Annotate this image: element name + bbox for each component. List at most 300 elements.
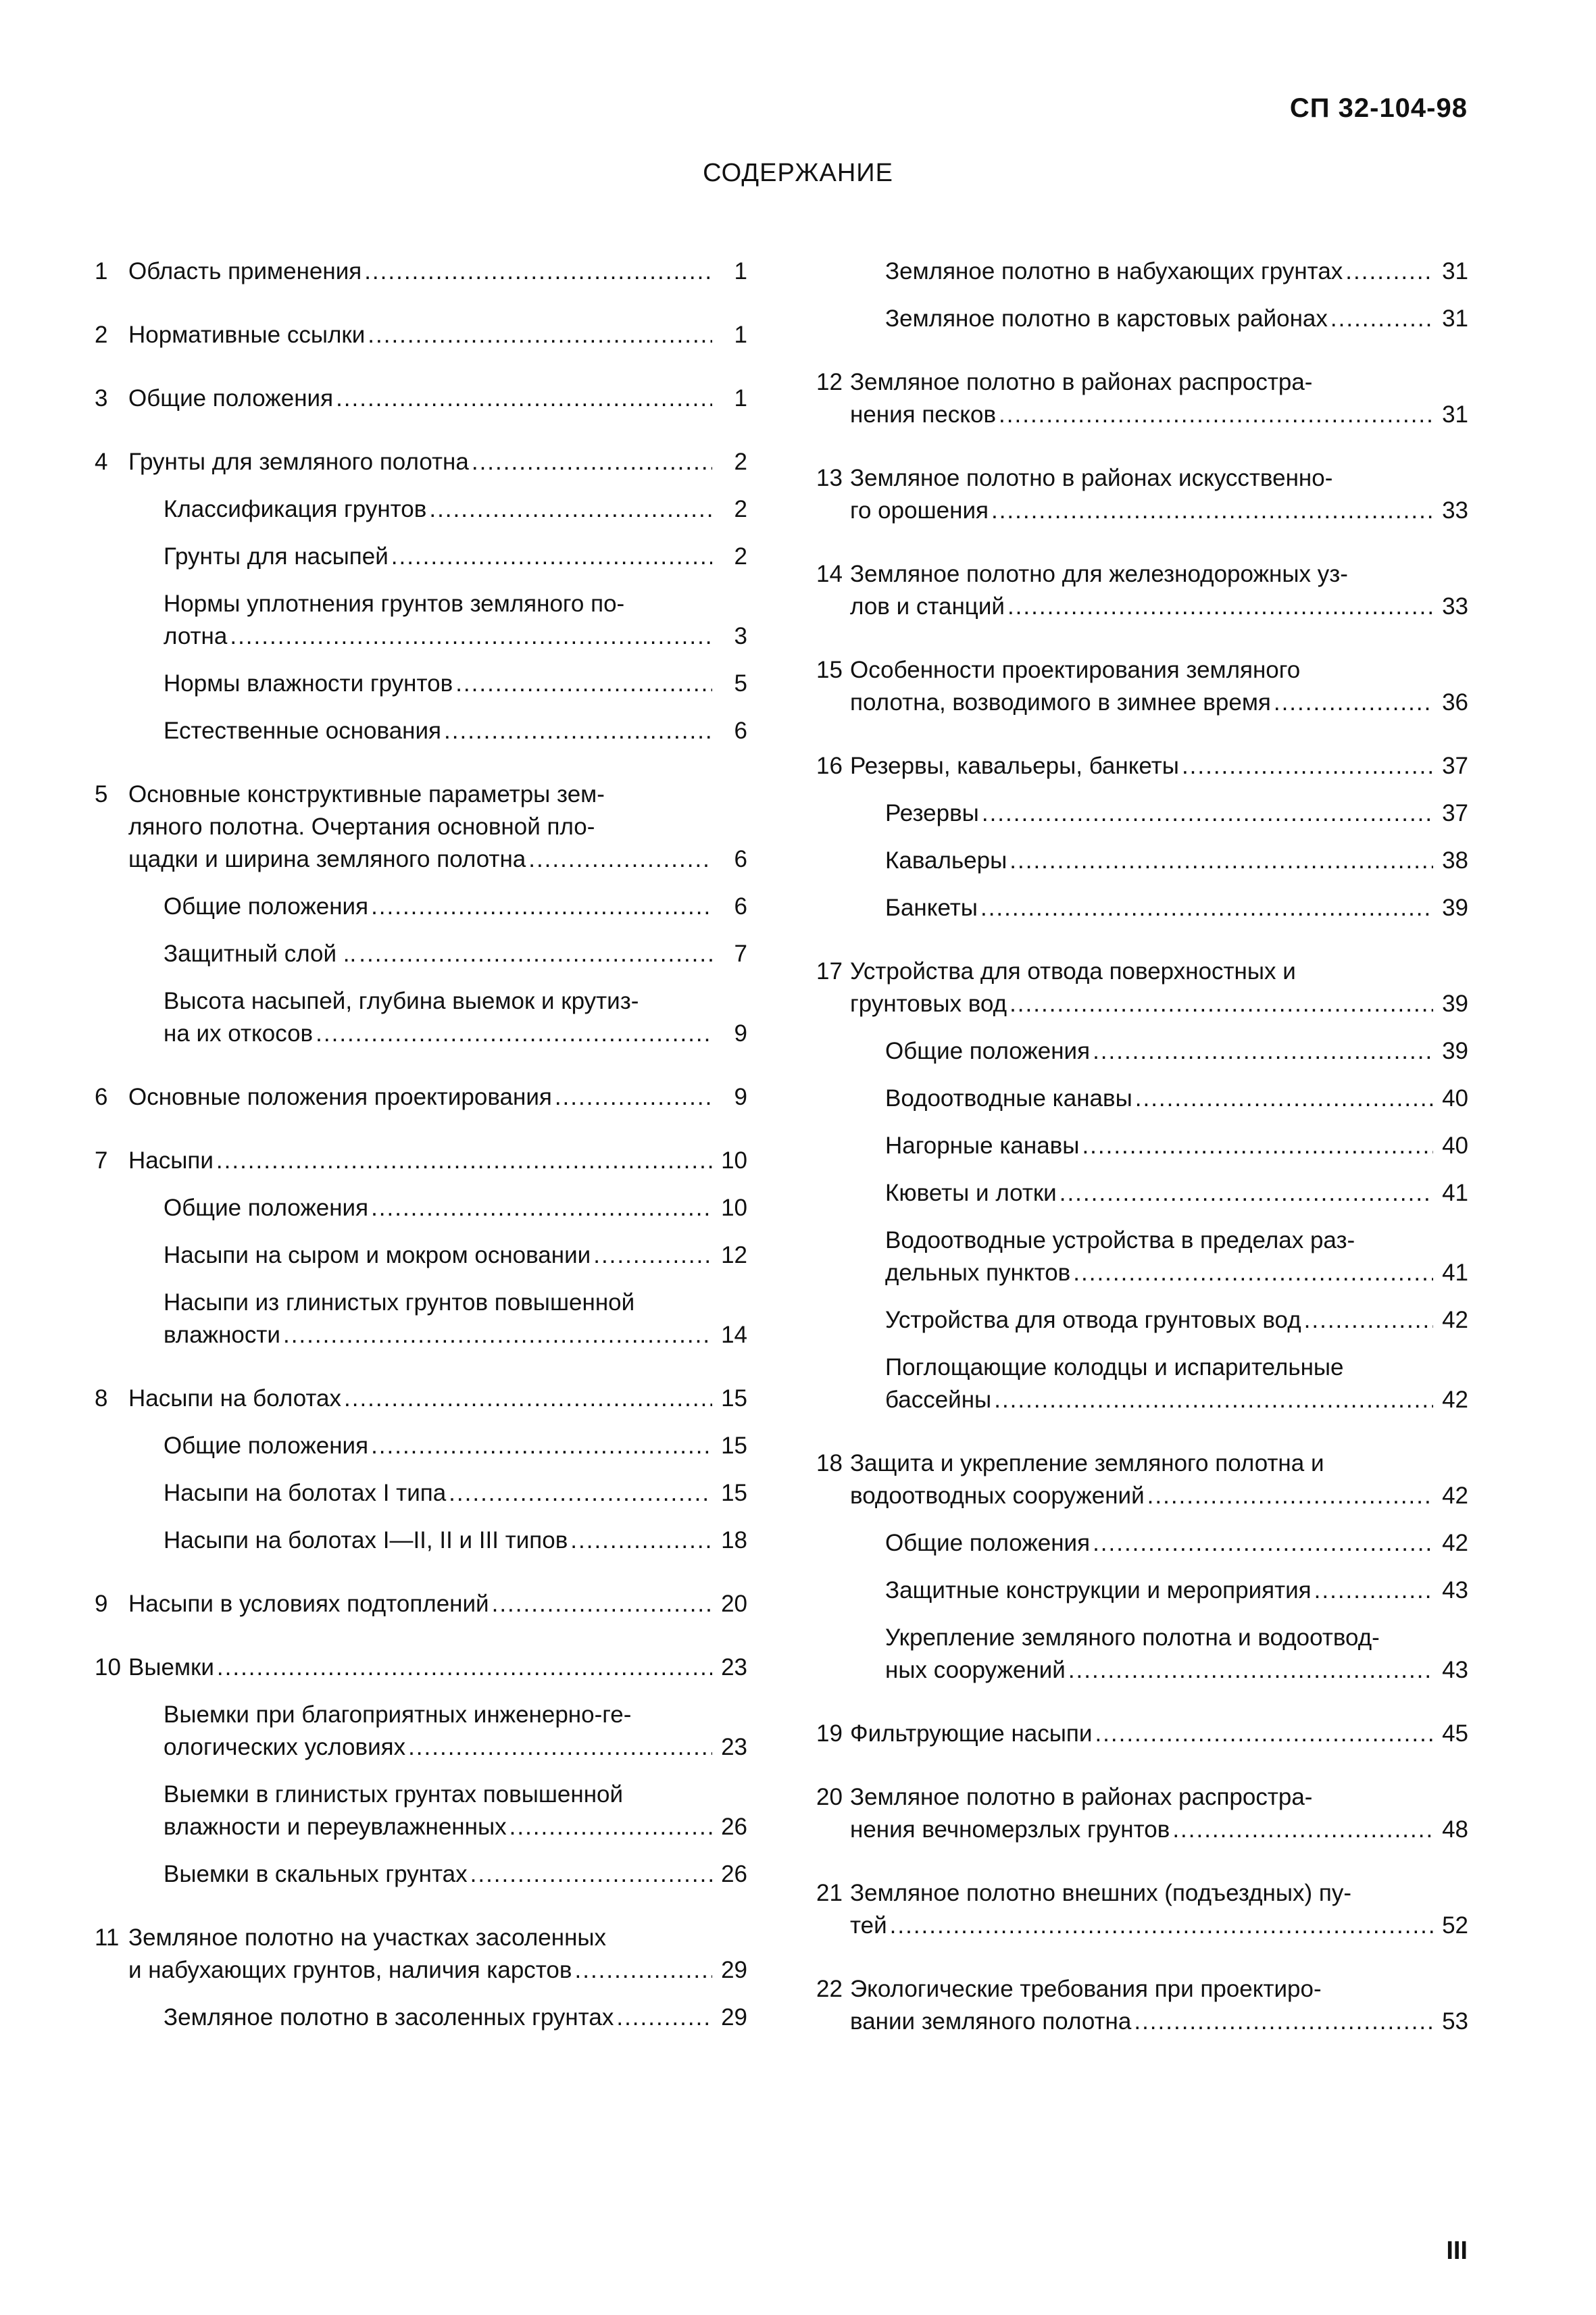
dot-leader [593, 1239, 712, 1272]
toc-entry-page: 2 [734, 496, 747, 522]
toc-entry-title: влажности [164, 1322, 280, 1348]
toc-entry [95, 446, 747, 478]
toc-entry-number: 20 [816, 1784, 843, 1810]
toc-entry-number [816, 1351, 850, 1416]
toc-entry-page: 20 [721, 1591, 747, 1617]
toc-entry [95, 1858, 747, 1891]
toc-entry-title: вании земляного полотна [850, 2008, 1132, 2035]
toc-entry-title: лов и станций [850, 593, 1005, 620]
toc-entry-page: 31 [1442, 401, 1468, 428]
toc-entry [95, 1778, 747, 1843]
toc-entry-title: ных сооружений [885, 1657, 1066, 1683]
toc-entry-title: лотна [164, 623, 228, 649]
toc-entry-title: Основные положения проектирования [128, 1084, 552, 1110]
toc-entry-page: 33 [1442, 497, 1468, 524]
toc-entry-page: 48 [1442, 1816, 1468, 1843]
dot-leader [575, 1954, 713, 1987]
toc-entry-page: 43 [1442, 1657, 1468, 1683]
toc-entry-title: Выемки в скальных грунтах [164, 1861, 468, 1887]
toc-entry-title: нения вечномерзлых грунтов [850, 1816, 1170, 1843]
toc-entry-number: 6 [95, 1084, 108, 1110]
dot-leader [1135, 1082, 1433, 1115]
toc-entry-page: 43 [1442, 1577, 1468, 1603]
toc-entry-page: 45 [1442, 1720, 1468, 1747]
toc-entry-page: 15 [721, 1385, 747, 1412]
dot-leader [391, 541, 712, 573]
dot-leader [344, 1383, 712, 1415]
toc-entry [95, 1081, 747, 1114]
toc-entry-number [95, 891, 128, 923]
toc-entry-number: 18 [816, 1450, 843, 1476]
dot-leader [444, 715, 712, 747]
toc-entry-title: го орошения [850, 497, 989, 524]
toc-entry [95, 778, 747, 876]
toc-entry-title: Насыпи из глинистых грунтов повышенной [164, 1289, 635, 1316]
dot-leader [1304, 1304, 1433, 1337]
toc-entry-number [95, 1192, 128, 1224]
dot-leader [982, 797, 1433, 830]
toc-entry-number [95, 1858, 128, 1891]
toc-entry-page: 2 [734, 543, 747, 570]
dot-leader [1093, 1527, 1433, 1560]
toc-entry-number [95, 1524, 128, 1557]
dot-leader [371, 891, 712, 923]
toc-entry-title: водоотводных сооружений [850, 1483, 1145, 1509]
toc-entry [816, 1622, 1468, 1687]
toc-entry-title: Банкеты [885, 895, 978, 921]
toc-entry-title: тей [850, 1912, 887, 1939]
dot-leader [528, 843, 712, 876]
toc-entry-number [95, 715, 128, 747]
toc-entry-title: Фильтрующие насыпи [850, 1720, 1093, 1747]
toc-left-column [95, 255, 747, 2034]
toc-entry [95, 1477, 747, 1510]
toc-entry-title: Насыпи [128, 1147, 214, 1174]
toc-entry-page: 38 [1442, 847, 1468, 874]
toc-entry-title: Выемки [128, 1654, 214, 1681]
toc-entry-page: 10 [721, 1147, 747, 1174]
toc-entry-number: 8 [95, 1385, 108, 1412]
toc-entry-title: Насыпи на сыром и мокром основании [164, 1242, 591, 1268]
toc-entry [816, 1177, 1468, 1210]
toc-entry-title: полотна, возводимого в зимнее время [850, 689, 1271, 716]
toc-entry-page: 39 [1442, 991, 1468, 1017]
toc-entry-page: 39 [1442, 1038, 1468, 1064]
dot-leader [509, 1811, 712, 1843]
toc-entry-page: 26 [721, 1814, 747, 1840]
toc-entry [816, 797, 1468, 830]
toc-entry [816, 1304, 1468, 1337]
toc-entry-title: Нормы влажности грунтов [164, 670, 453, 697]
dot-leader [1068, 1654, 1433, 1687]
toc-entry-page: 23 [721, 1654, 747, 1681]
dot-leader [230, 620, 712, 653]
toc-entry-number: 19 [816, 1720, 843, 1747]
toc-entry-title: влажности и переувлажненных [164, 1814, 507, 1840]
toc-entry-number: 12 [816, 369, 843, 395]
toc-entry [95, 1922, 747, 1987]
toc-entry-page: 1 [734, 322, 747, 348]
toc-entry-title: Высота насыпей, глубина выемок и крутиз- [164, 988, 639, 1014]
toc-entry [816, 892, 1468, 924]
toc-entry-number [95, 2001, 128, 2034]
toc-entry-title: Водоотводные устройства в пределах раз- [885, 1227, 1355, 1253]
toc-entry-page: 37 [1442, 753, 1468, 779]
toc-entry-title: Земляное полотно в районах распростра- [850, 369, 1313, 395]
toc-entry [816, 255, 1468, 288]
page-number: III [1446, 2237, 1468, 2265]
toc-entry-number [95, 938, 128, 970]
toc-entry-title: Выемки в глинистых грунтах повышенной [164, 1781, 624, 1808]
toc-entry-page: 41 [1442, 1180, 1468, 1206]
toc-entry-title: Укрепление земляного полотна и водоотвод- [885, 1624, 1380, 1651]
dot-leader [368, 319, 712, 351]
toc-entry [95, 668, 747, 700]
toc-entry-page: 12 [721, 1242, 747, 1268]
toc-entry-number: 5 [95, 781, 108, 807]
toc-entry-page: 53 [1442, 2008, 1468, 2035]
toc-entry-page: 6 [734, 893, 747, 920]
toc-entry [816, 1035, 1468, 1068]
toc-entry-page: 39 [1442, 895, 1468, 921]
toc-entry-title: нения песков [850, 401, 997, 428]
toc-entry-title: Земляное полотно для железнодорожных уз- [850, 561, 1348, 587]
toc-entry-page: 10 [721, 1195, 747, 1221]
dot-leader [283, 1319, 712, 1351]
toc-entry-page: 9 [734, 1020, 747, 1047]
toc-entry-page: 9 [734, 1084, 747, 1110]
toc-entry-page: 1 [734, 258, 747, 284]
toc-entry-number: 4 [95, 449, 108, 475]
dot-leader [364, 255, 712, 288]
toc-entry [95, 1651, 747, 1684]
dot-leader [994, 1384, 1433, 1416]
toc-entry [816, 955, 1468, 1020]
toc-entry-number [816, 1622, 850, 1687]
toc-entry-page: 1 [734, 385, 747, 412]
toc-entry-title: Общие положения [164, 893, 369, 920]
toc-entry [95, 891, 747, 923]
toc-entry-page: 6 [734, 718, 747, 744]
toc-entry-page: 52 [1442, 1912, 1468, 1939]
toc-entry-title: Общие положения [885, 1530, 1091, 1556]
toc-entry-page: 31 [1442, 305, 1468, 332]
dot-leader [991, 495, 1433, 527]
toc-entry-title: Поглощающие колодцы и испарительные [885, 1354, 1344, 1380]
toc-entry-number: 17 [816, 958, 843, 985]
dot-leader [1093, 1035, 1433, 1068]
toc-entry-title: Грунты для земляного полотна [128, 449, 469, 475]
page-title: СОДЕРЖАНИЕ [703, 159, 893, 187]
toc-entry-title: и набухающих грунтов, наличия карстов [128, 1957, 572, 1983]
toc-entry-title: Выемки при благоприятных инженерно-ге- [164, 1701, 632, 1728]
toc-entry [95, 715, 747, 747]
toc-entry-title: Защита и укрепление земляного полотна и [850, 1450, 1324, 1476]
toc-entry-title: Общие положения [128, 385, 334, 412]
dot-leader [980, 892, 1433, 924]
toc-entry-title: Земляное полотно в районах искусственно- [850, 465, 1333, 491]
toc-entry-title: Основные конструктивные параметры зем- [128, 781, 605, 807]
toc-entry-title: на их откосов [164, 1020, 314, 1047]
toc-entry-number [95, 493, 128, 526]
document-code: СП 32-104-98 [1289, 93, 1468, 123]
toc-entry-title: Общие положения [885, 1038, 1091, 1064]
dot-leader [316, 1018, 712, 1050]
toc-entry [95, 1430, 747, 1462]
toc-entry [95, 1287, 747, 1351]
toc-entry-page: 42 [1442, 1307, 1468, 1333]
toc-entry-page: 15 [721, 1480, 747, 1506]
dot-leader [1009, 845, 1433, 877]
dot-leader [492, 1588, 712, 1620]
toc-entry-number [95, 588, 128, 653]
toc-entry-number [816, 892, 850, 924]
dot-leader [449, 1477, 712, 1510]
toc-entry [816, 1351, 1468, 1416]
toc-entry-title: Земляное полотно в засоленных грунтах [164, 2004, 614, 2031]
toc-entry [816, 1082, 1468, 1115]
toc-entry-page: 37 [1442, 800, 1468, 826]
toc-entry [95, 985, 747, 1050]
toc-entry-number [816, 1130, 850, 1162]
toc-entry-page: 41 [1442, 1260, 1468, 1286]
toc-entry-page: 26 [721, 1861, 747, 1887]
toc-entry-number: 3 [95, 385, 108, 412]
dot-leader [216, 1145, 712, 1177]
toc-entry [816, 366, 1468, 431]
toc-entry [816, 1781, 1468, 1846]
toc-entry [95, 588, 747, 653]
toc-entry-title: Земляное полотно внешних (подъездных) пу- [850, 1880, 1352, 1906]
toc-entry-title: Устройства для отвода поверхностных и [850, 958, 1296, 985]
dot-leader [1330, 303, 1433, 335]
toc-entry-number [816, 845, 850, 877]
toc-entry-page: 15 [721, 1433, 747, 1459]
toc-entry [95, 1699, 747, 1764]
toc-entry-title: Классификация грунтов [164, 496, 427, 522]
toc-entry-title: Кюветы и лотки [885, 1180, 1057, 1206]
toc-entry-title: дельных пунктов [885, 1260, 1071, 1286]
toc-entry-number [816, 1082, 850, 1115]
dot-leader [1274, 687, 1433, 719]
toc-entry-page: 42 [1442, 1530, 1468, 1556]
toc-entry-number [95, 1430, 128, 1462]
toc-entry-title: Земляное полотно в карстовых районах [885, 305, 1328, 332]
toc-entry-page: 42 [1442, 1483, 1468, 1509]
toc-entry-title: Естественные основания [164, 718, 442, 744]
dot-leader [1314, 1574, 1433, 1607]
toc-entry-title: Резервы, кавальеры, банкеты [850, 753, 1179, 779]
toc-entry-title: Экологические требования при проектиро- [850, 1976, 1322, 2002]
dot-leader [1073, 1257, 1433, 1289]
toc-entry-page: 5 [734, 670, 747, 697]
toc-entry-number: 13 [816, 465, 843, 491]
toc-entry-number [816, 1177, 850, 1210]
dot-leader [359, 938, 712, 970]
toc-entry-page: 6 [734, 846, 747, 872]
toc-entry-number [95, 1778, 128, 1843]
dot-leader [472, 446, 712, 478]
toc-entry-title: Резервы [885, 800, 979, 826]
dot-leader [1182, 750, 1433, 782]
toc-entry-title: Насыпи на болотах I типа [164, 1480, 447, 1506]
dot-leader [429, 493, 712, 526]
toc-entry [95, 1239, 747, 1272]
toc-entry [95, 1588, 747, 1620]
dot-leader [1147, 1480, 1433, 1512]
toc-entry-number [816, 797, 850, 830]
toc-entry-number [95, 1239, 128, 1272]
toc-entry-title: Грунты для насыпей [164, 543, 389, 570]
toc-entry [95, 1192, 747, 1224]
dot-leader [1007, 591, 1433, 623]
toc-entry-title: Устройства для отвода грунтовых вод [885, 1307, 1301, 1333]
toc-entry-number [816, 1527, 850, 1560]
toc-entry-title: грунтовых вод [850, 991, 1007, 1017]
dot-leader [336, 382, 712, 415]
dot-leader [1082, 1130, 1433, 1162]
toc-entry [816, 1877, 1468, 1942]
toc-entry-title: Защитные конструкции и мероприятия [885, 1577, 1312, 1603]
toc-entry-title: Общие положения [164, 1195, 369, 1221]
toc-entry [95, 938, 747, 970]
toc-entry [816, 1574, 1468, 1607]
toc-entry [816, 1447, 1468, 1512]
toc-entry-number: 2 [95, 322, 108, 348]
toc-entry-number [95, 541, 128, 573]
toc-entry-number [816, 303, 850, 335]
toc-entry-page: 36 [1442, 689, 1468, 716]
dot-leader [455, 668, 712, 700]
toc-entry-title: Насыпи на болотах I—II, II и III типов [164, 1527, 568, 1553]
toc-entry-title: Нагорные канавы [885, 1132, 1080, 1159]
toc-entry-number [95, 668, 128, 700]
toc-entry-number: 15 [816, 657, 843, 683]
toc-entry [816, 1527, 1468, 1560]
dot-leader [470, 1858, 712, 1891]
dot-leader [217, 1651, 712, 1684]
toc-entry [816, 303, 1468, 335]
toc-entry [95, 255, 747, 288]
dot-leader [555, 1081, 712, 1114]
toc-entry-title: Нормативные ссылки [128, 322, 366, 348]
toc-entry-number [816, 1304, 850, 1337]
toc-entry [816, 1718, 1468, 1750]
toc-entry-number [95, 1699, 128, 1764]
toc-entry-title: ологических условиях [164, 1734, 406, 1760]
toc-entry-page: 29 [721, 1957, 747, 1983]
toc-entry-number: 1 [95, 258, 108, 284]
dot-leader [1172, 1814, 1433, 1846]
toc-entry-page: 31 [1442, 258, 1468, 284]
toc-entry-number [95, 985, 128, 1050]
toc-entry-title: Земляное полотно на участках засоленных [128, 1924, 607, 1951]
toc-entry-page: 23 [721, 1734, 747, 1760]
toc-entry-number: 10 [95, 1654, 121, 1681]
toc-entry-page: 40 [1442, 1132, 1468, 1159]
toc-entry-page: 3 [734, 623, 747, 649]
toc-entry-number: 22 [816, 1976, 843, 2002]
toc-entry-number: 11 [95, 1924, 120, 1951]
dot-leader [570, 1524, 712, 1557]
dot-leader [408, 1731, 712, 1764]
toc-entry [95, 1524, 747, 1557]
dot-leader [1009, 988, 1433, 1020]
toc-entry [95, 1145, 747, 1177]
toc-entry [816, 654, 1468, 719]
toc-entry-title: ляного полотна. Очертания основной пло- [128, 814, 595, 840]
toc-entry-title: Водоотводные канавы [885, 1085, 1132, 1112]
dot-leader [1095, 1718, 1433, 1750]
toc-entry [816, 845, 1468, 877]
toc-entry-number [816, 1574, 850, 1607]
toc-entry-title: Насыпи на болотах [128, 1385, 341, 1412]
toc-entry [95, 2001, 747, 2034]
toc-entry-page: 33 [1442, 593, 1468, 620]
toc-entry [816, 462, 1468, 527]
toc-entry-page: 7 [734, 941, 747, 967]
toc-entry-page: 2 [734, 449, 747, 475]
dot-leader [890, 1910, 1433, 1942]
toc-entry-title: Защитный слой .. [164, 941, 357, 967]
dot-leader [1134, 2006, 1433, 2038]
toc-entry-number: 16 [816, 753, 843, 779]
toc-entry-number: 7 [95, 1147, 108, 1174]
toc-entry-page: 29 [721, 2004, 747, 2031]
dot-leader [1345, 255, 1433, 288]
toc-entry-number [816, 255, 850, 288]
toc-entry-page: 40 [1442, 1085, 1468, 1112]
toc-entry [95, 382, 747, 415]
toc-entry [95, 1383, 747, 1415]
toc-entry-title: Кавальеры [885, 847, 1007, 874]
toc-entry-title: Земляное полотно в районах распростра- [850, 1784, 1313, 1810]
toc-entry-title: Общие положения [164, 1433, 369, 1459]
toc-entry-title: Нормы уплотнения грунтов земляного по- [164, 591, 625, 617]
dot-leader [371, 1430, 712, 1462]
toc-entry-title: Земляное полотно в набухающих грунтах [885, 258, 1343, 284]
toc-entry [95, 493, 747, 526]
toc-entry-title: Особенности проектирования земляного [850, 657, 1301, 683]
toc-entry-number [95, 1477, 128, 1510]
toc-entry-page: 42 [1442, 1387, 1468, 1413]
toc-entry-number [95, 1287, 128, 1351]
toc-right-column [816, 255, 1468, 2038]
toc-entry-title: щадки и ширина земляного полотна [128, 846, 526, 872]
toc-entry-number [816, 1035, 850, 1068]
toc-entry-number [816, 1224, 850, 1289]
dot-leader [1059, 1177, 1433, 1210]
toc-entry [816, 1973, 1468, 2038]
toc-entry [816, 1130, 1468, 1162]
toc-entry-title: Насыпи в условиях подтоплений [128, 1591, 489, 1617]
toc-entry-number: 14 [816, 561, 843, 587]
toc-entry-page: 14 [721, 1322, 747, 1348]
toc-entry [95, 319, 747, 351]
dot-leader [371, 1192, 712, 1224]
dot-leader [999, 399, 1433, 431]
toc-entry [816, 750, 1468, 782]
toc-entry-page: 18 [721, 1527, 747, 1553]
dot-leader [616, 2001, 712, 2034]
toc-entry-title: Область применения [128, 258, 362, 284]
toc-entry [816, 1224, 1468, 1289]
toc-entry [95, 541, 747, 573]
toc-entry [816, 558, 1468, 623]
toc-entry-number: 9 [95, 1591, 108, 1617]
toc-entry-number: 21 [816, 1880, 843, 1906]
toc-entry-title: бассейны [885, 1387, 992, 1413]
